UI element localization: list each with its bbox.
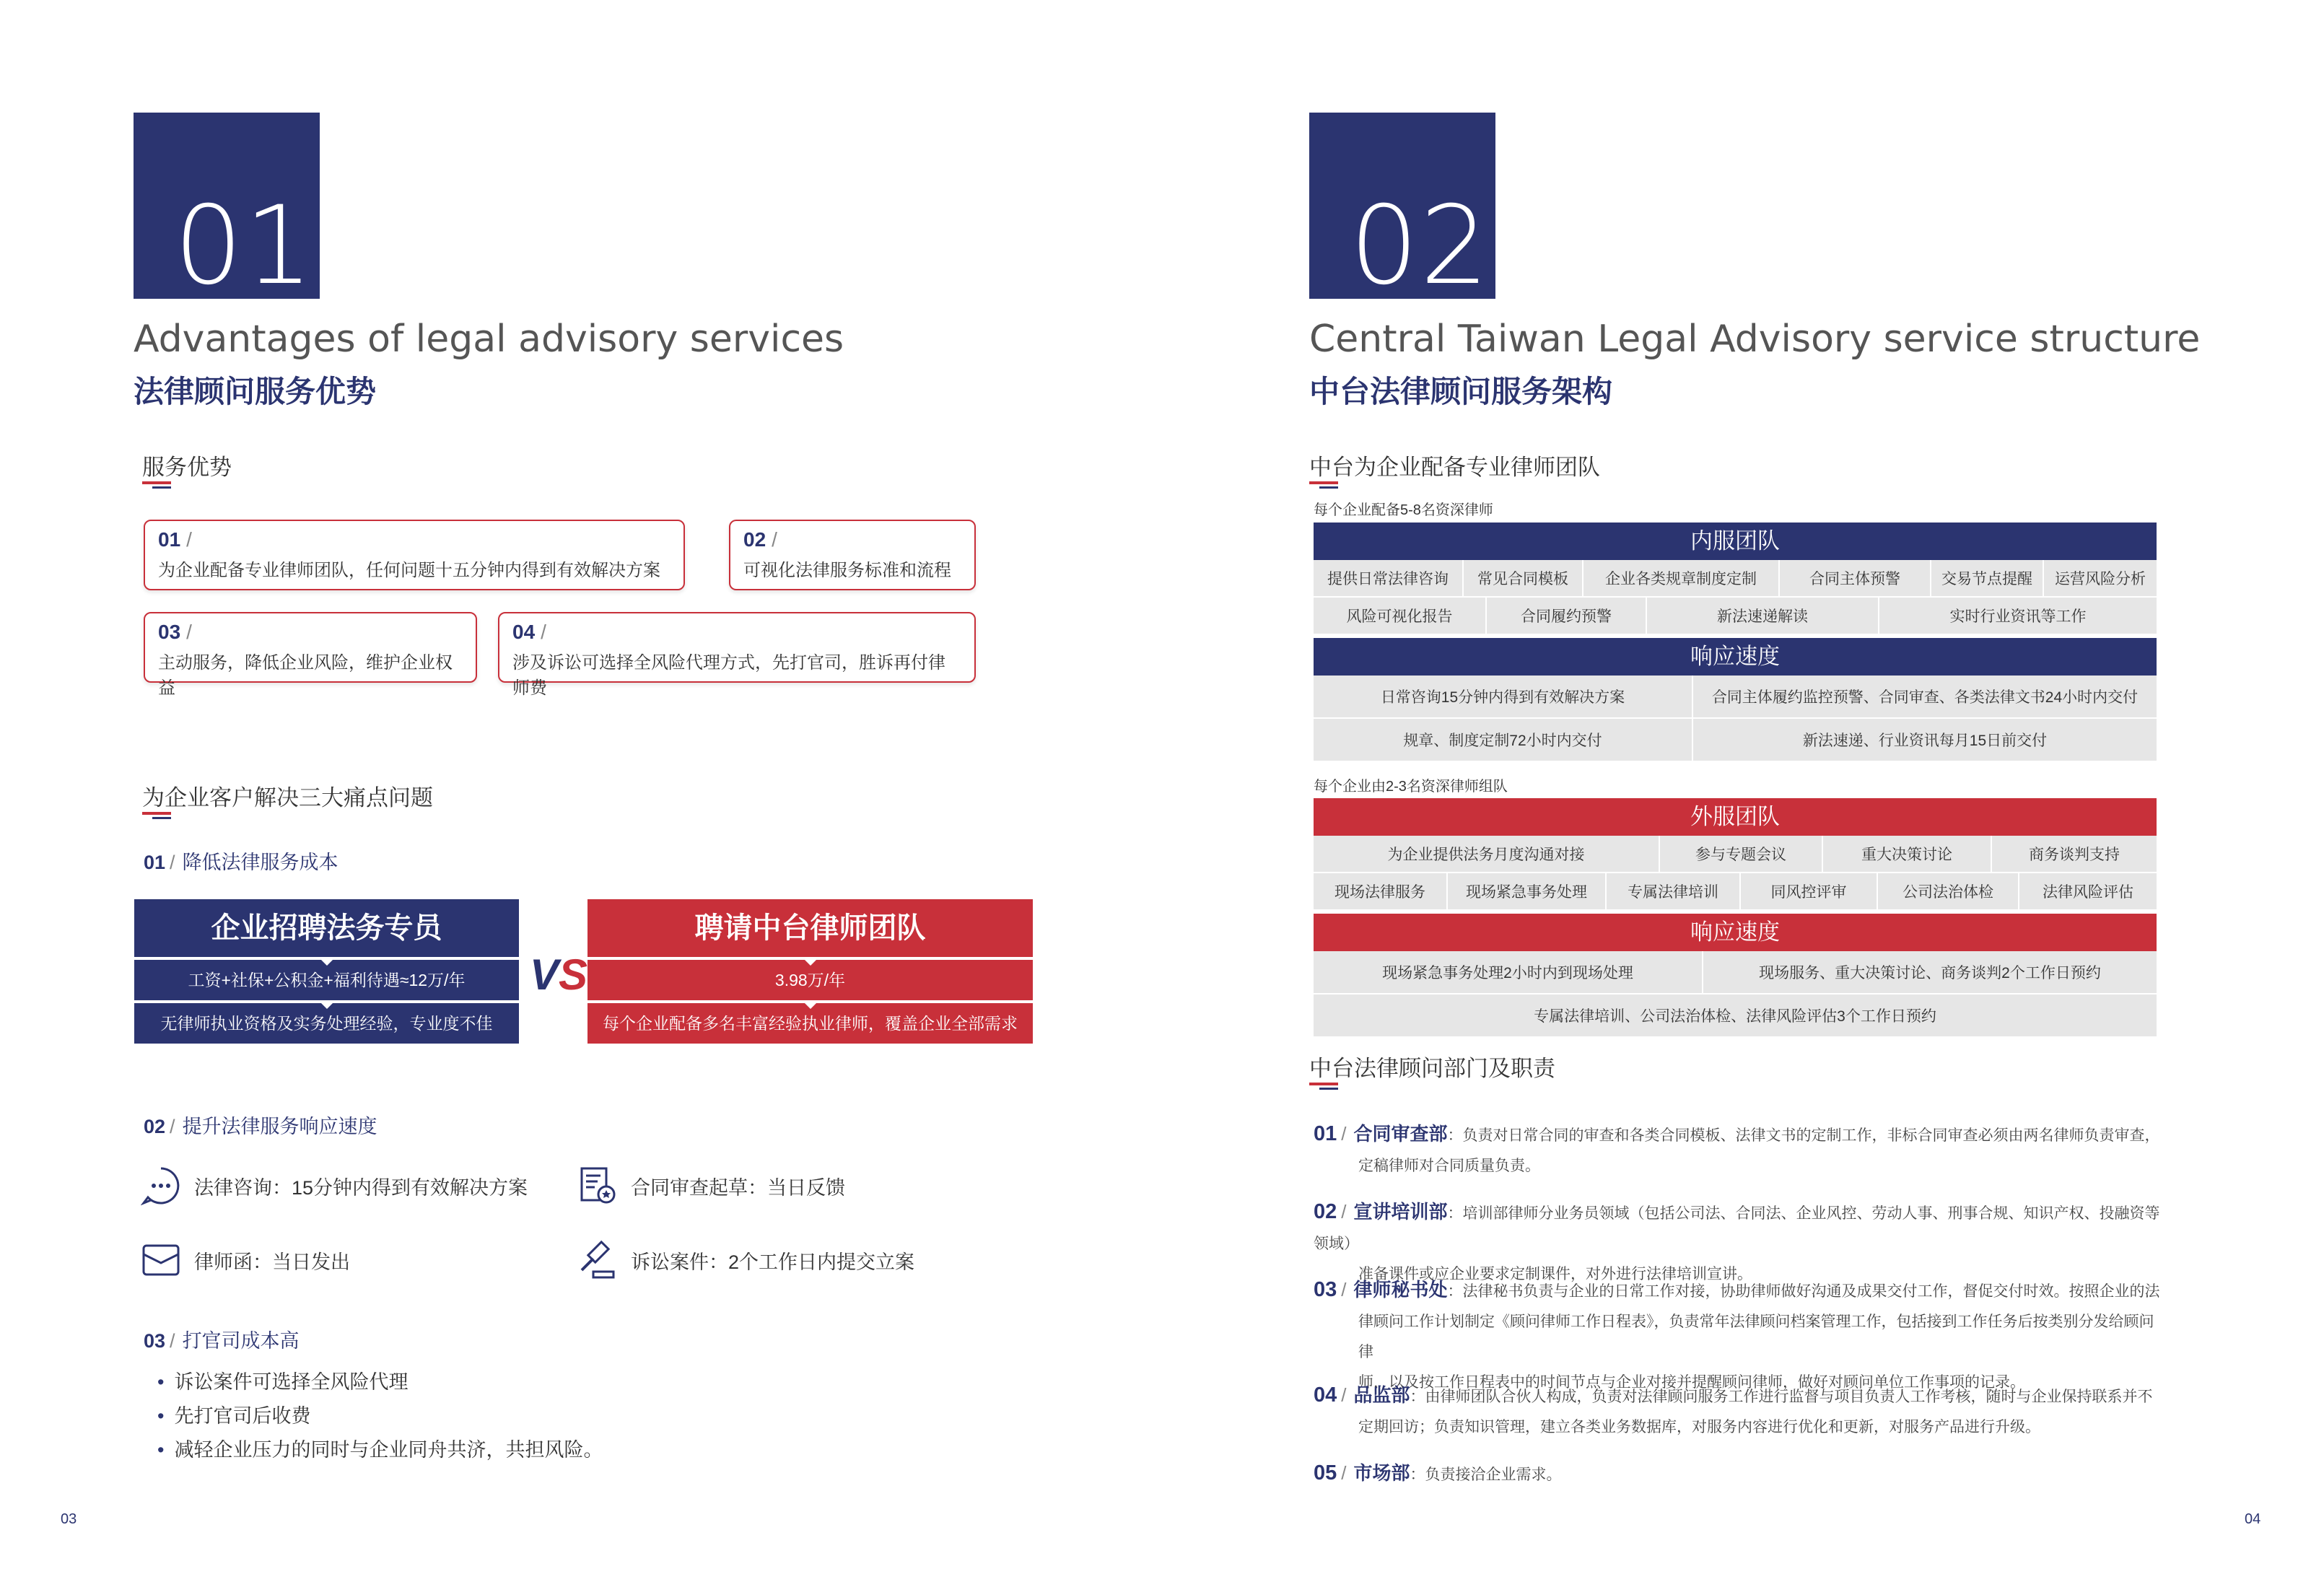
department-name: 市场部 <box>1353 1462 1410 1484</box>
advantage-card: 01 / 为企业配备专业律师团队，任何问题十五分钟内得到有效解决方案 <box>144 520 685 590</box>
department-name: 合同审查部 <box>1353 1123 1448 1145</box>
comparison-legal-team <box>587 899 1033 1044</box>
department-name: 律师秘书处 <box>1353 1279 1448 1300</box>
inner-team-table <box>1314 523 2157 762</box>
department-item: 04 / 品监部：由律师团队合伙人构成，负责对法律顾问服务工作进行监督与项目负责人工作考核，随时与企业保持联系并不 定期回访；负责知识管理，建立各类业务数据库，对服务内容进行优化和更新，对服务产品进行升级。 <box>1314 1383 2153 1435</box>
comparison-cost: 工资+社保+公积金+福利待遇≈12万/年 <box>134 960 519 1000</box>
heading-underline <box>1309 1083 1338 1085</box>
comparison-note: 每个企业配备多名丰富经验执业律师，覆盖企业全部需求 <box>587 1003 1033 1044</box>
advantage-card: 04 / 涉及诉讼可选择全风险代理方式，先打官司，胜诉再付律师费 <box>498 612 976 683</box>
feature-legal-consult: 法律咨询：15分钟内得到有效解决方案 <box>141 1166 528 1206</box>
advantage-card: 02 / 可视化法律服务标准和流程 <box>729 520 976 590</box>
bullet-item: • 诉讼案件可选择全风险代理 <box>157 1366 408 1394</box>
table-cell: 风险可视化报告 <box>1314 598 1487 634</box>
table-cell: 实时行业资讯等工作 <box>1949 608 2087 625</box>
bullet-item: • 先打官司后收费 <box>157 1400 310 1428</box>
response-speed-title: 响应速度 <box>1314 914 2157 951</box>
table-cell: 提供日常法律咨询 <box>1314 560 1464 596</box>
versus-label: VS <box>530 950 588 999</box>
table-cell: 企业各类规章制度定制 <box>1583 560 1780 596</box>
table-cell: 商务谈判支持 <box>2029 847 2120 863</box>
inner-team-title: 内服团队 <box>1314 523 2157 560</box>
comparison-title: 企业招聘法务专员 <box>134 899 519 957</box>
outer-team-title: 外服团队 <box>1314 798 2157 836</box>
heading-underline-accent <box>1319 486 1338 489</box>
page-number-right: 04 <box>2245 1511 2261 1527</box>
heading-underline-accent <box>152 486 171 489</box>
table-row <box>1314 598 2157 635</box>
outer-team-table <box>1314 798 2157 1038</box>
pain-point-2-heading: 02 / 提升法律服务响应速度 <box>144 1116 377 1137</box>
page-title-zh: 中台法律顾问服务架构 <box>1309 375 1613 408</box>
table-cell: 运营风险分析 <box>2055 571 2146 587</box>
table-cell: 参与专题会议 <box>1660 836 1823 872</box>
page-number-left: 03 <box>61 1511 77 1527</box>
feature-lawyer-letter: 律师函：当日发出 <box>141 1240 350 1280</box>
table-cell: 专属法律培训 <box>1607 873 1741 909</box>
feature-litigation: 诉讼案件：2个工作日内提交立案 <box>577 1240 914 1280</box>
table-row <box>1314 836 2157 873</box>
comparison-in-house <box>134 899 519 1044</box>
heading-underline-accent <box>1319 1088 1338 1090</box>
table-cell: 为企业提供法务月度沟通对接 <box>1314 836 1660 872</box>
department-item: 03 / 律师秘书处：法律秘书负责与企业的日常工作对接，协助律师做好沟通及成果交付工作，督促交付时效。按照企业的法 律顾问工作计划制定《顾问律师工作日程表》，负责常年法律顾问档案管理工作，包括接到工作任务后按类别分发给顾问律 师，以及按工作日程表中的时间节点与企业对接并提醒顾问律师，做好对顾问单位工作事项的记录。 <box>1314 1278 2160 1391</box>
table-cell: 现场紧急事务处理2小时内到现场处理 <box>1314 951 1703 993</box>
page-title-zh: 法律顾问服务优势 <box>134 375 377 408</box>
table-cell: 新法速递、行业资讯每月15日前交付 <box>1802 733 2048 749</box>
section-heading-team: 中台为企业配备专业律师团队 <box>1309 455 1600 480</box>
section-number-block: 02 <box>1309 113 1495 299</box>
page-title-en: Advantages of legal advisory services <box>134 318 844 361</box>
page-title-en: Central Taiwan Legal Advisory service structure <box>1309 318 2201 361</box>
table-cell: 法律风险评估 <box>2043 884 2133 901</box>
pain-point-1-heading: 01 / 降低法律服务成本 <box>144 852 338 873</box>
gavel-icon <box>577 1240 618 1280</box>
table-cell: 同风控评审 <box>1741 873 1878 909</box>
table-row <box>1314 676 2157 719</box>
table-cell: 合同主体预警 <box>1780 560 1931 596</box>
department-name: 宣讲培训部 <box>1353 1201 1448 1223</box>
table-cell: 现场法律服务 <box>1314 873 1448 909</box>
table-cell: 现场服务、重大决策讨论、商务谈判2个工作日预约 <box>1759 965 2101 982</box>
advantage-card: 03 / 主动服务，降低企业风险，维护企业权益 <box>144 612 477 683</box>
heading-underline <box>142 812 171 815</box>
table-cell: 现场紧急事务处理 <box>1448 873 1607 909</box>
comparison-cost: 3.98万/年 <box>587 960 1033 1000</box>
table-cell: 日常咨询15分钟内得到有效解决方案 <box>1314 676 1693 717</box>
pain-point-3-heading: 03 / 打官司成本高 <box>144 1330 300 1352</box>
table-row <box>1314 719 2157 762</box>
table-row <box>1314 873 2157 911</box>
document-stamp-icon <box>577 1166 618 1206</box>
heading-underline <box>142 481 171 484</box>
table-cell: 常见合同模板 <box>1464 560 1583 596</box>
feature-contract-review: 合同审查起草：当日反馈 <box>577 1166 845 1206</box>
bullet-item: • 减轻企业压力的同时与企业同舟共济，共担风险。 <box>157 1434 603 1462</box>
table-cell: 新法速递解读 <box>1647 598 1879 634</box>
table-cell: 交易节点提醒 <box>1931 560 2044 596</box>
table-cell: 合同履约预警 <box>1487 598 1647 634</box>
table-cell: 专属法律培训、公司法治体检、法律风险评估3个工作日预约 <box>1534 1008 1936 1025</box>
department-item: 05 / 市场部：负责接洽企业需求。 <box>1314 1461 1562 1485</box>
department-item: 02 / 宣讲培训部：培训部律师分业务员领域（包括公司法、合同法、企业风控、劳动人事、刑事合规、知识产权、投融资等领域） 准备课件或应企业要求定制课件，对外进行法律培训宣讲。 <box>1314 1200 2160 1282</box>
inner-team-caption: 每个企业配备5-8名资深律师 <box>1314 502 1493 518</box>
table-row <box>1314 951 2157 994</box>
department-name: 品监部 <box>1353 1384 1410 1406</box>
table-cell: 规章、制度定制72小时内交付 <box>1314 719 1693 761</box>
envelope-icon <box>141 1240 181 1280</box>
table-cell: 重大决策讨论 <box>1823 836 1992 872</box>
table-cell: 合同主体履约监控预警、合同审查、各类法律文书24小时内交付 <box>1711 689 2139 706</box>
response-speed-title: 响应速度 <box>1314 638 2157 676</box>
section-heading-advantages: 服务优势 <box>142 455 232 480</box>
heading-underline <box>1309 481 1338 484</box>
comparison-title: 聘请中台律师团队 <box>587 899 1033 957</box>
table-row <box>1314 560 2157 598</box>
section-heading-pain-points: 为企业客户解决三大痛点问题 <box>142 785 433 810</box>
table-row <box>1314 994 2157 1038</box>
section-heading-departments: 中台法律顾问部门及职责 <box>1309 1056 1555 1081</box>
chat-bubble-icon <box>141 1166 181 1206</box>
outer-team-caption: 每个企业由2-3名资深律师组队 <box>1314 779 1508 795</box>
comparison-note: 无律师执业资格及实务处理经验，专业度不佳 <box>134 1003 519 1044</box>
table-cell: 公司法治体检 <box>1878 873 2019 909</box>
department-item: 01 / 合同审查部：负责对日常合同的审查和各类合同模板、法律文书的定制工作，非标合同审查必须由两名律师负责审查， 定稿律师对合同质量负责。 <box>1314 1122 2160 1174</box>
section-number-block: 01 <box>134 113 320 299</box>
heading-underline-accent <box>152 817 171 819</box>
